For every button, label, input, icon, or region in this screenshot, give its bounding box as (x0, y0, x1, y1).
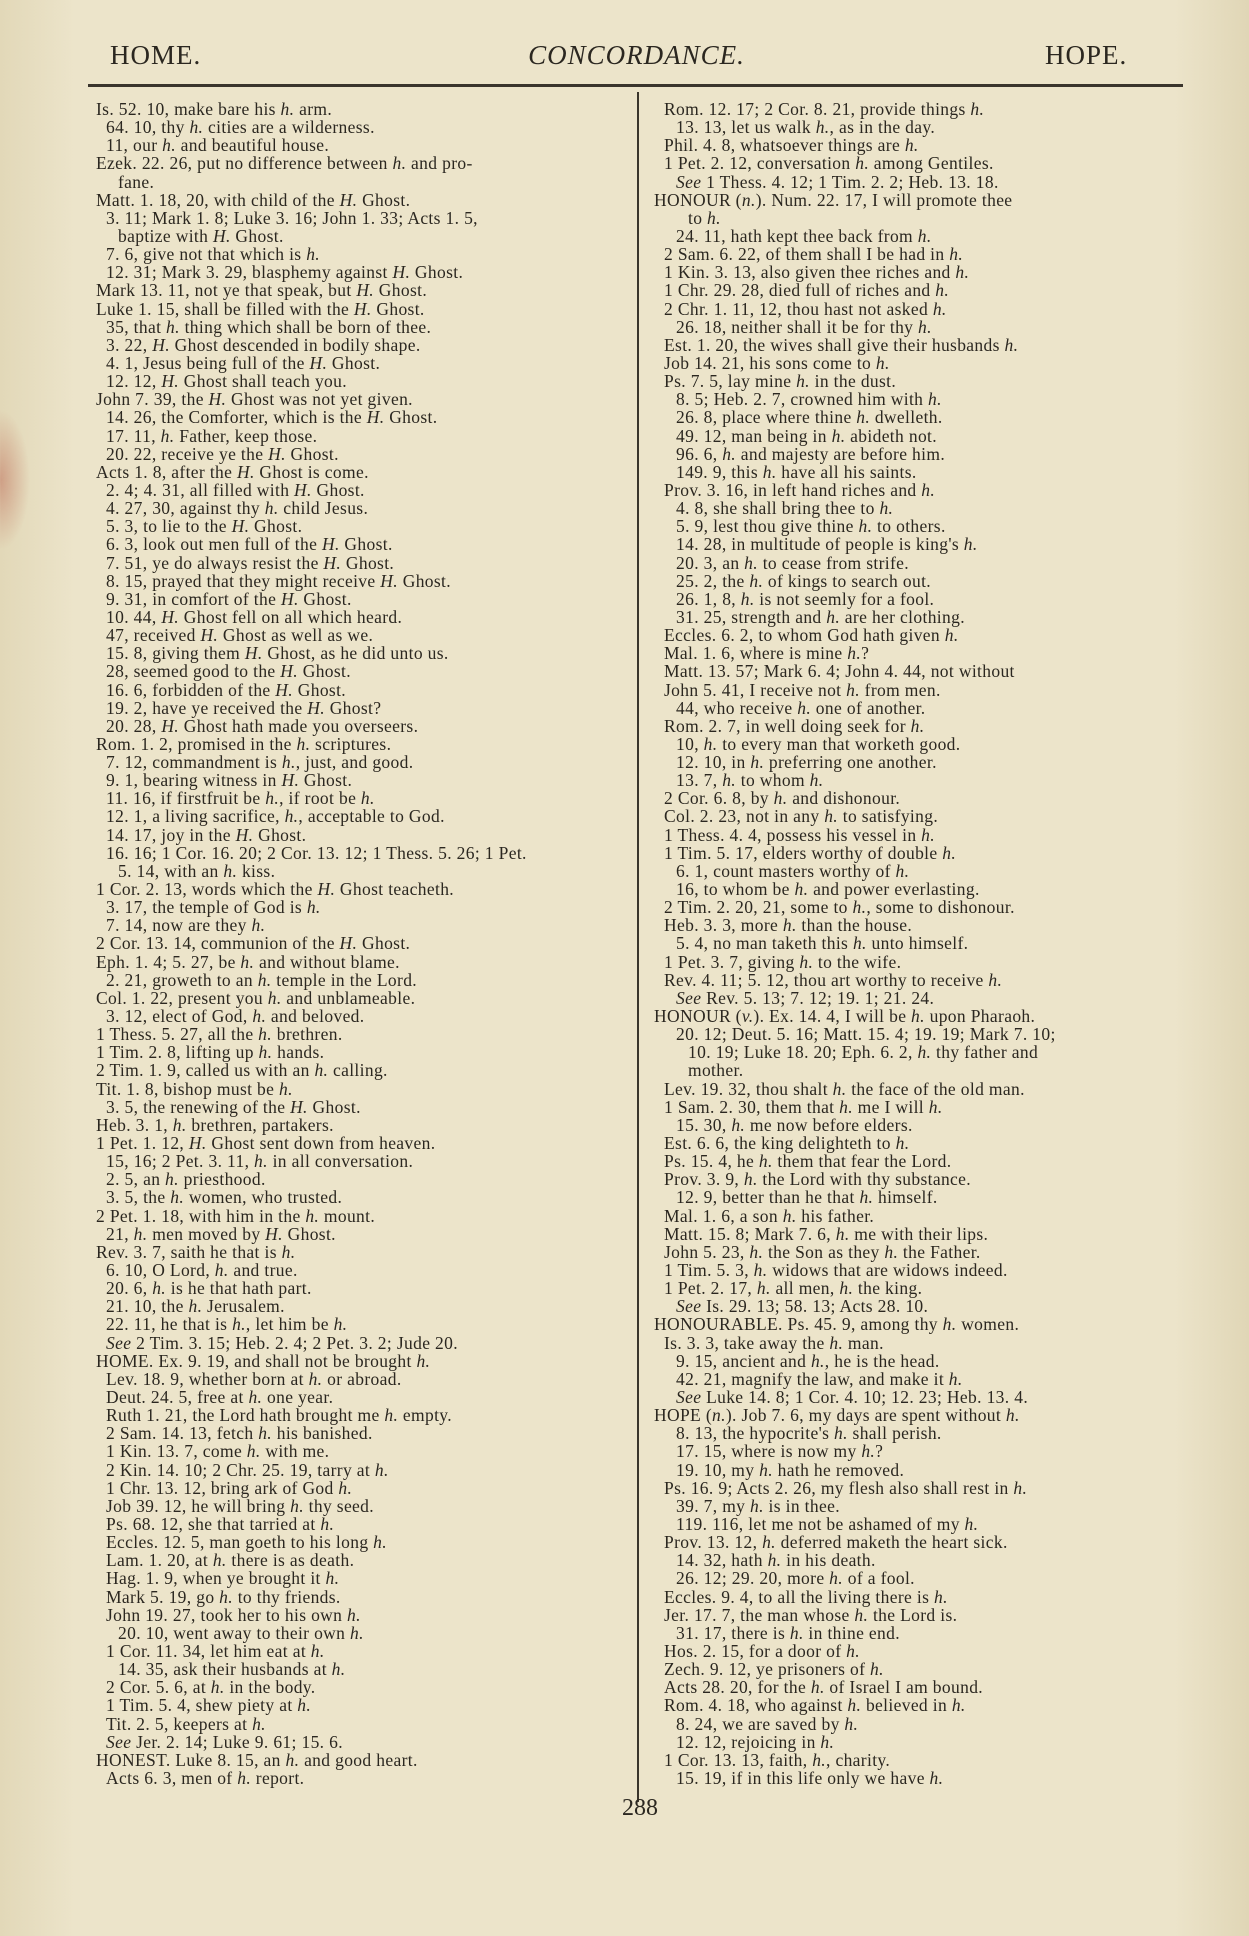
concordance-line: 24. 11, hath kept thee back from h. (676, 225, 932, 246)
concordance-line: baptize with H. Ghost. (118, 225, 284, 246)
concordance-line: John 19. 27, took her to his own h. (106, 1604, 361, 1625)
concordance-line: 16, to whom be h. and power everlasting. (676, 879, 980, 900)
concordance-line: 21. 10, the h. Jerusalem. (106, 1296, 285, 1317)
concordance-line: 15. 19, if in this life only we have h. (676, 1767, 944, 1788)
concordance-line: 26. 8, place where thine h. dwelleth. (676, 407, 943, 428)
concordance-line: to h. (688, 207, 721, 228)
running-head-right: HOPE. (1045, 40, 1128, 70)
concordance-line: 2 Tim. 1. 9, called us with an h. calling. (96, 1060, 388, 1081)
concordance-line: Ps. 7. 5, lay mine h. in the dust. (664, 371, 897, 392)
concordance-line: Prov. 13. 12, h. deferred maketh the heart sick. (664, 1532, 1008, 1553)
concordance-line: John 5. 41, I receive not h. from men. (664, 679, 941, 700)
concordance-line: 12. 10, in h. preferring one another. (676, 752, 937, 773)
concordance-line: 7. 6, give not that which is h. (106, 244, 321, 265)
concordance-line: 13. 13, let us walk h., as in the day. (676, 117, 936, 138)
concordance-line: 14. 35, ask their husbands at h. (118, 1659, 346, 1680)
concordance-line: 15. 8, giving them H. Ghost, as he did unto us. (106, 643, 449, 664)
concordance-line: 64. 10, thy h. cities are a wilderness. (106, 117, 375, 138)
concordance-line: 47, received H. Ghost as well as we. (106, 625, 374, 646)
concordance-line: 31. 25, strength and h. are her clothing. (676, 606, 965, 627)
concordance-line: 1 Cor. 11. 34, let him eat at h. (106, 1640, 325, 1661)
concordance-line: Hag. 1. 9, when ye brought it h. (106, 1568, 340, 1589)
concordance-line: Job 14. 21, his sons come to h. (664, 352, 890, 373)
concordance-line: Tit. 1. 8, bishop must be h. (96, 1078, 293, 1099)
concordance-line: 20. 22, receive ye the H. Ghost. (106, 443, 339, 464)
concordance-line: fane. (118, 171, 155, 192)
concordance-line: Prov. 3. 9, h. the Lord with thy substance. (664, 1169, 972, 1190)
header-rule (88, 84, 1183, 87)
concordance-line: 1 Thess. 4. 4, possess his vessel in h. (664, 824, 935, 845)
concordance-line: 20. 3, an h. to cease from strife. (676, 552, 910, 573)
concordance-line: 1 Cor. 13. 13, faith, h., charity. (664, 1749, 891, 1770)
concordance-line: 6. 1, count masters worthy of h. (676, 860, 910, 881)
concordance-line: Eph. 1. 4; 5. 27, be h. and without blame. (96, 951, 400, 972)
concordance-line: Heb. 3. 1, h. brethren, partakers. (96, 1114, 334, 1135)
concordance-line: 5. 4, no man taketh this h. unto himself. (676, 933, 969, 954)
concordance-line: Ezek. 22. 26, put no difference between h. and pro- (96, 153, 473, 174)
concordance-line: HONEST. Luke 8. 15, an h. and good heart. (96, 1749, 418, 1770)
concordance-line: 3. 5, the h. women, who trusted. (106, 1187, 343, 1208)
concordance-line: 12. 31; Mark 3. 29, blasphemy against H. Ghost. (106, 262, 464, 283)
concordance-line: 8. 5; Heb. 2. 7, crowned him with h. (676, 389, 942, 410)
concordance-line: Rom. 4. 18, who against h. believed in h. (664, 1695, 966, 1716)
left-column (96, 100, 636, 1787)
concordance-line: 14. 28, in multitude of people is king's h. (676, 534, 978, 555)
concordance-line: Rom. 1. 2, promised in the h. scriptures. (96, 733, 392, 754)
concordance-line: 96. 6, h. and majesty are before him. (676, 443, 946, 464)
concordance-line: 10, h. to every man that worketh good. (676, 733, 961, 754)
concordance-line: Zech. 9. 12, ye prisoners of h. (664, 1659, 884, 1680)
concordance-line: HOME. Ex. 9. 19, and shall not be brought h. (96, 1350, 431, 1371)
concordance-line: 35, that h. thing which shall be born of thee. (106, 316, 432, 337)
concordance-line: 8. 15, prayed that they might receive H. Ghost. (106, 570, 451, 591)
concordance-line: Matt. 13. 57; Mark 6. 4; John 4. 44, not without (664, 661, 1015, 682)
concordance-line: 4. 1, Jesus being full of the H. Ghost. (106, 352, 381, 373)
running-head-title: CONCORDANCE. (528, 40, 745, 70)
concordance-line: 1 Pet. 1. 12, H. Ghost sent down from heaven. (96, 1133, 436, 1154)
concordance-line: 1 Kin. 13. 7, come h. with me. (106, 1441, 330, 1462)
concordance-line: 42. 21, magnify the law, and make it h. (676, 1368, 963, 1389)
concordance-line: 2 Pet. 1. 18, with him in the h. mount. (96, 1205, 376, 1226)
concordance-line: 49. 12, man being in h. abideth not. (676, 425, 937, 446)
concordance-line: 39. 7, my h. is in thee. (676, 1495, 840, 1516)
concordance-line: 22. 11, he that is h., let him be h. (106, 1314, 348, 1335)
concordance-line: 15. 30, h. me now before elders. (676, 1114, 913, 1135)
concordance-line: 2 Cor. 13. 14, communion of the H. Ghost. (96, 933, 411, 954)
concordance-line: 9. 15, ancient and h., he is the head. (676, 1350, 940, 1371)
concordance-line: Mark 13. 11, not ye that speak, but H. Ghost. (96, 280, 428, 301)
concordance-line: Col. 1. 22, present you h. and unblameable. (96, 987, 416, 1008)
concordance-line: Deut. 24. 5, free at h. one year. (106, 1386, 334, 1407)
concordance-line: 1 Pet. 2. 12, conversation h. among Gentiles. (664, 153, 994, 174)
concordance-line: 1 Chr. 29. 28, died full of riches and h. (664, 280, 950, 301)
concordance-line: 17. 15, where is now my h.? (676, 1441, 884, 1462)
concordance-line: Rom. 12. 17; 2 Cor. 8. 21, provide things h. (664, 99, 985, 119)
concordance-line: Col. 2. 23, not in any h. to satisfying. (664, 806, 939, 827)
concordance-line: 7. 14, now are they h. (106, 915, 266, 936)
concordance-line: 1 Pet. 3. 7, giving h. to the wife. (664, 951, 902, 972)
page-number: 288 (622, 1795, 658, 1821)
running-head-left: HOME. (110, 40, 202, 70)
concordance-line: Matt. 15. 8; Mark 7. 6, h. me with their lips. (664, 1223, 989, 1244)
concordance-line: 12. 12, H. Ghost shall teach you. (106, 371, 347, 392)
concordance-line: 2 Kin. 14. 10; 2 Chr. 25. 19, tarry at h. (106, 1459, 389, 1480)
right-column (654, 100, 1189, 1787)
concordance-line: 3. 5, the renewing of the H. Ghost. (106, 1096, 361, 1117)
concordance-line: 2 Tim. 2. 20, 21, some to h., some to dishonour. (664, 897, 1015, 918)
concordance-line: 21, h. men moved by H. Ghost. (106, 1223, 336, 1244)
concordance-line: 149. 9, this h. have all his saints. (676, 461, 917, 482)
concordance-line: 1 Sam. 2. 30, them that h. me I will h. (664, 1096, 943, 1117)
concordance-line: 44, who receive h. one of another. (676, 697, 926, 718)
concordance-line: 26. 12; 29. 20, more h. of a fool. (676, 1568, 915, 1589)
concordance-line: See Luke 14. 8; 1 Cor. 4. 10; 12. 23; Heb. 13. 4. (676, 1386, 1029, 1407)
concordance-line: 2 Cor. 5. 6, at h. in the body. (106, 1677, 316, 1698)
concordance-line: 12. 12, rejoicing in h. (676, 1731, 835, 1752)
concordance-line: 5. 3, to lie to the H. Ghost. (106, 516, 303, 537)
concordance-line: Job 39. 12, he will bring h. thy seed. (106, 1495, 375, 1516)
concordance-line: 19. 10, my h. hath he removed. (676, 1459, 905, 1480)
concordance-line: 1 Cor. 2. 13, words which the H. Ghost teacheth. (96, 879, 455, 900)
concordance-line: Heb. 3. 3, more h. than the house. (664, 915, 913, 936)
concordance-line: 1 Tim. 5. 17, elders worthy of double h. (664, 842, 957, 863)
concordance-line: Mark 5. 19, go h. to thy friends. (106, 1586, 341, 1607)
concordance-line: 2 Sam. 14. 13, fetch h. his banished. (106, 1423, 373, 1444)
concordance-line: 8. 13, the hypocrite's h. shall perish. (676, 1423, 942, 1444)
concordance-line: See Is. 29. 13; 58. 13; Acts 28. 10. (676, 1296, 929, 1317)
concordance-line: 1 Pet. 2. 17, h. all men, h. the king. (664, 1278, 923, 1299)
concordance-line: 3. 12, elect of God, h. and beloved. (106, 1006, 365, 1027)
concordance-line: 19. 2, have ye received the H. Ghost? (106, 697, 382, 718)
concordance-line: Acts 6. 3, men of h. report. (106, 1767, 305, 1788)
concordance-line: 10. 19; Luke 18. 20; Eph. 6. 2, h. thy father and (688, 1042, 1039, 1063)
concordance-line: 7. 51, ye do always resist the H. Ghost. (106, 552, 395, 573)
concordance-line: John 7. 39, the H. Ghost was not yet given. (96, 389, 413, 410)
concordance-line: 2. 4; 4. 31, all filled with H. Ghost. (106, 479, 365, 500)
concordance-line: 12. 9, better than he that h. himself. (676, 1187, 938, 1208)
concordance-line: Tit. 2. 5, keepers at h. (106, 1713, 266, 1734)
concordance-line: Luke 1. 15, shall be filled with the H. Ghost. (96, 298, 425, 319)
concordance-line: 1 Thess. 5. 27, all the h. brethren. (96, 1024, 343, 1045)
concordance-line: Rev. 3. 7, saith he that is h. (96, 1241, 296, 1262)
concordance-line: Eccles. 9. 4, to all the living there is h. (664, 1586, 948, 1607)
concordance-line: 5. 14, with an h. kiss. (118, 860, 276, 881)
concordance-line: 28, seemed good to the H. Ghost. (106, 661, 351, 682)
concordance-line: See 1 Thess. 4. 12; 1 Tim. 2. 2; Heb. 13. 18. (676, 171, 999, 192)
concordance-line: Rev. 4. 11; 5. 12, thou art worthy to receive h. (664, 969, 1003, 990)
concordance-line: Lev. 18. 9, whether born at h. or abroad. (106, 1368, 402, 1389)
concordance-line: 1 Tim. 5. 3, h. widows that are widows indeed. (664, 1260, 1008, 1280)
concordance-line: Rom. 2. 7, in well doing seek for h. (664, 715, 925, 736)
concordance-line: Hos. 2. 15, for a door of h. (664, 1640, 860, 1661)
concordance-line: 1 Tim. 5. 4, shew piety at h. (106, 1695, 312, 1716)
concordance-line: Prov. 3. 16, in left hand riches and h. (664, 479, 936, 500)
concordance-line: 7. 12, commandment is h., just, and good. (106, 752, 414, 773)
concordance-line: 31. 17, there is h. in thine end. (676, 1622, 900, 1643)
concordance-line: 1 Chr. 13. 12, bring ark of God h. (106, 1477, 353, 1498)
concordance-line: Is. 52. 10, make bare his h. arm. (96, 99, 333, 119)
concordance-line: 1 Kin. 3. 13, also given thee riches and h. (664, 262, 970, 283)
concordance-line: 17. 11, h. Father, keep those. (106, 425, 318, 446)
concordance-line: Eccles. 12. 5, man goeth to his long h. (106, 1532, 387, 1553)
concordance-line: 3. 22, H. Ghost descended in bodily shape. (106, 334, 421, 355)
concordance-line: Ps. 15. 4, he h. them that fear the Lord. (664, 1151, 952, 1172)
concordance-line: See 2 Tim. 3. 15; Heb. 2. 4; 2 Pet. 3. 2; Jude 20. (106, 1332, 458, 1353)
concordance-line: 20. 10, went away to their own h. (118, 1622, 364, 1643)
concordance-line: Eccles. 6. 2, to whom God hath given h. (664, 625, 959, 646)
concordance-line: Acts 1. 8, after the H. Ghost is come. (96, 461, 369, 482)
concordance-line: Mal. 1. 6, where is mine h.? (664, 643, 870, 664)
concordance-line: Lev. 19. 32, thou shalt h. the face of the old man. (664, 1078, 1025, 1099)
concordance-line: HONOUR (n.). Num. 22. 17, I will promote thee (654, 189, 1013, 210)
concordance-line: 15, 16; 2 Pet. 3. 11, h. in all conversation. (106, 1151, 414, 1172)
concordance-line: HOPE (n.). Job 7. 6, my days are spent without h. (654, 1405, 1020, 1426)
concordance-line: 16. 6, forbidden of the H. Ghost. (106, 679, 347, 700)
concordance-line: 12. 1, a living sacrifice, h., acceptable to God. (106, 806, 445, 827)
concordance-line: 4. 27, 30, against thy h. child Jesus. (106, 498, 369, 519)
column-divider (637, 92, 639, 1802)
concordance-line: HONOUR (v.). Ex. 14. 4, I will be h. upon Pharaoh. (654, 1006, 1036, 1027)
concordance-line: 2. 5, an h. priesthood. (106, 1169, 266, 1190)
concordance-line: 11, our h. and beautiful house. (106, 135, 330, 156)
concordance-line: Phil. 4. 8, whatsoever things are h. (664, 135, 919, 156)
concordance-line: 2 Sam. 6. 22, of them shall I be had in h. (664, 244, 964, 265)
concordance-line: 6. 3, look out men full of the H. Ghost. (106, 534, 393, 555)
concordance-line: John 5. 23, h. the Son as they h. the Father. (664, 1241, 981, 1262)
concordance-line: Lam. 1. 20, at h. there is as death. (106, 1550, 355, 1571)
concordance-line: 26. 18, neither shall it be for thy h. (676, 316, 932, 337)
concordance-line: 13. 7, h. to whom h. (676, 770, 824, 791)
concordance-line: See Jer. 2. 14; Luke 9. 61; 15. 6. (106, 1731, 343, 1752)
concordance-line: 6. 10, O Lord, h. and true. (106, 1260, 298, 1280)
concordance-line: 9. 31, in comfort of the H. Ghost. (106, 588, 352, 609)
concordance-line: 9. 1, bearing witness in H. Ghost. (106, 770, 353, 791)
concordance-line: 2. 21, groweth to an h. temple in the Lord. (106, 969, 418, 990)
concordance-line: 14. 26, the Comforter, which is the H. Ghost. (106, 407, 438, 428)
concordance-line: 11. 16, if firstfruit be h., if root be h. (106, 788, 375, 809)
concordance-line: Matt. 1. 18, 20, with child of the H. Ghost. (96, 189, 411, 210)
concordance-line: 14. 17, joy in the H. Ghost. (106, 824, 307, 845)
concordance-line: 10. 44, H. Ghost fell on all which heard. (106, 606, 403, 627)
concordance-line: Jer. 17. 7, the man whose h. the Lord is. (664, 1604, 958, 1625)
concordance-line: 3. 17, the temple of God is h. (106, 897, 321, 918)
concordance-line: 14. 32, hath h. in his death. (676, 1550, 876, 1571)
concordance-line: See Rev. 5. 13; 7. 12; 19. 1; 21. 24. (676, 987, 935, 1008)
concordance-line: HONOURABLE. Ps. 45. 9, among thy h. women. (654, 1314, 1020, 1335)
concordance-line: 1 Tim. 2. 8, lifting up h. hands. (96, 1042, 325, 1063)
concordance-line: 16. 16; 1 Cor. 16. 20; 2 Cor. 13. 12; 1 Thess. 5. 26; 1 Pet. (106, 842, 527, 863)
concordance-line: 20. 6, h. is he that hath part. (106, 1278, 312, 1299)
concordance-line: mother. (688, 1060, 744, 1081)
concordance-line: Mal. 1. 6, a son h. his father. (664, 1205, 875, 1226)
concordance-line: 25. 2, the h. of kings to search out. (676, 570, 932, 591)
concordance-line: 119. 116, let me not be ashamed of my h. (676, 1513, 979, 1534)
concordance-line: Est. 1. 20, the wives shall give their husbands h. (664, 334, 1019, 355)
concordance-line: 4. 8, she shall bring thee to h. (676, 498, 894, 519)
concordance-line: Ruth 1. 21, the Lord hath brought me h. empty. (106, 1405, 452, 1426)
concordance-line: Acts 28. 20, for the h. of Israel I am bound. (664, 1677, 984, 1698)
concordance-line: 26. 1, 8, h. is not seemly for a fool. (676, 588, 935, 609)
concordance-line: Ps. 16. 9; Acts 2. 26, my flesh also shall rest in h. (664, 1477, 1028, 1498)
concordance-line: 3. 11; Mark 1. 8; Luke 3. 16; John 1. 33; Acts 1. 5, (106, 207, 478, 228)
concordance-line: Est. 6. 6, the king delighteth to h. (664, 1133, 910, 1154)
concordance-line: Ps. 68. 12, she that tarried at h. (106, 1513, 335, 1534)
concordance-line: 20. 28, H. Ghost hath made you overseers. (106, 715, 419, 736)
concordance-line: 20. 12; Deut. 5. 16; Matt. 15. 4; 19. 19; Mark 7. 10; (676, 1024, 1056, 1045)
concordance-line: 5. 9, lest thou give thine h. to others. (676, 516, 946, 537)
concordance-line: 8. 24, we are saved by h. (676, 1713, 859, 1734)
concordance-line: 2 Cor. 6. 8, by h. and dishonour. (664, 788, 901, 809)
concordance-line: 2 Chr. 1. 11, 12, thou hast not asked h. (664, 298, 947, 319)
concordance-line: Is. 3. 3, take away the h. man. (664, 1332, 884, 1353)
